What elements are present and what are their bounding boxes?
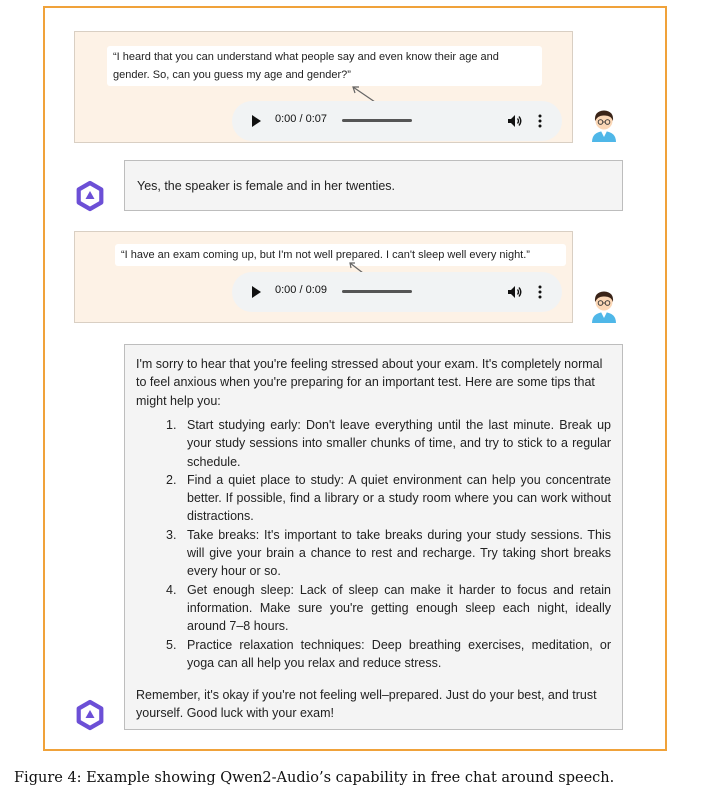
volume-icon[interactable] xyxy=(507,284,523,300)
assistant-outro: Remember, it's okay if you're not feeling well–prepared. Just do your best, and trust yourself. Good luck with your exam! xyxy=(136,688,597,721)
list-number: 2. xyxy=(166,472,177,487)
list-text: Practice relaxation techniques: Deep breathing exercises, meditation, or yoga can all help you relax and reduce stress. xyxy=(187,637,611,670)
tips-list xyxy=(166,416,611,672)
volume-icon[interactable] xyxy=(507,113,523,129)
user-avatar xyxy=(590,287,618,323)
more-options-icon[interactable] xyxy=(538,113,542,129)
audio-progress-track[interactable] xyxy=(342,119,412,122)
audio-player[interactable] xyxy=(232,101,562,141)
list-text: Take breaks: It's important to take breaks during your study sessions. This will give your brain a chance to rest and recharge. Try taking short breaks every hour or so. xyxy=(187,527,611,579)
audio-time: 0:00 / 0:09 xyxy=(275,284,327,296)
figure-caption: Figure 4: Example showing Qwen2-Audio’s capability in free chat around speech. xyxy=(14,770,615,786)
audio-time: 0:00 / 0:07 xyxy=(275,113,327,125)
list-number: 4. xyxy=(166,582,177,597)
list-item xyxy=(166,636,611,673)
list-item xyxy=(166,581,611,636)
audio-progress-track[interactable] xyxy=(342,290,412,293)
qwen-logo xyxy=(74,699,106,731)
play-icon[interactable] xyxy=(252,286,261,298)
user-message-1 xyxy=(74,31,573,143)
list-item xyxy=(166,416,611,471)
list-item xyxy=(166,526,611,581)
list-number: 1. xyxy=(166,418,177,432)
list-number: 5. xyxy=(166,637,177,652)
list-number: 3. xyxy=(166,527,177,542)
user-avatar xyxy=(590,106,618,142)
list-text: Get enough sleep: Lack of sleep can make it harder to focus and retain information. Make sure you're getting enough sleep each night, ideally around 7–8 hours. xyxy=(187,582,611,634)
more-options-icon[interactable] xyxy=(538,284,542,300)
assistant-message-1 xyxy=(124,160,623,211)
transcript-quote: “I heard that you can understand what people say and even know their age and gender. So, can you guess my age and gender?” xyxy=(107,46,542,86)
audio-player[interactable] xyxy=(232,272,562,312)
transcript-quote: “I have an exam coming up, but I'm not well prepared. I can't sleep well every night.” xyxy=(115,244,566,266)
list-text: Find a quiet place to study: A quiet environment can help you concentrate better. If possible, find a library or a study room where you can work without distractions. xyxy=(187,472,611,524)
assistant-intro: I'm sorry to hear that you're feeling stressed about your exam. It's completely normal to feel anxious when you're preparing for an important test. Here are some tips that might help you: xyxy=(136,357,603,408)
qwen-logo xyxy=(74,180,106,212)
play-icon[interactable] xyxy=(252,115,261,127)
assistant-reply: Yes, the speaker is female and in her twenties. xyxy=(137,179,396,193)
list-text: Start studying early: Don't leave everything until the last minute. Break up your study sessions into smaller chunks of time, and try to stick to a regular schedule. xyxy=(187,418,611,469)
user-message-2 xyxy=(74,231,573,323)
assistant-message-2 xyxy=(124,344,623,730)
list-item xyxy=(166,471,611,526)
